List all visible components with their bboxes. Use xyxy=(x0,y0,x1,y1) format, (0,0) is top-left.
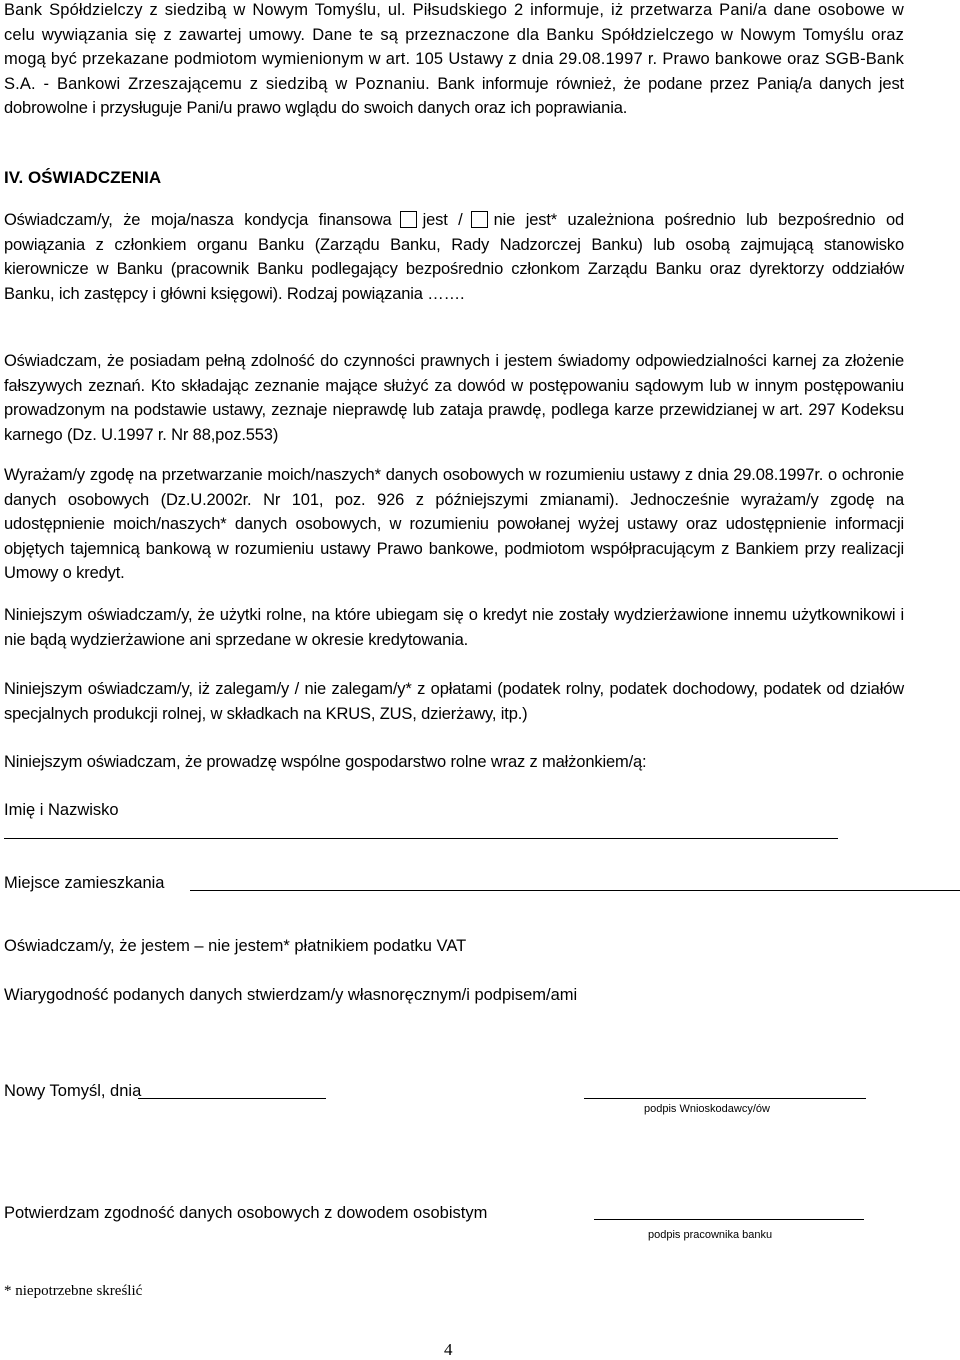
decl-financial xyxy=(4,208,904,306)
employee-signature-caption: podpis pracownika banku xyxy=(648,1229,773,1241)
credibility-statement: Wiarygodność podanych danych stwierdzam/y własnoręcznym/i podpisem/ami xyxy=(4,986,578,1004)
decl-financial-lead: Oświadczam/y, że moja/nasza kondycja finansowa xyxy=(4,211,392,229)
name-label: Imię i Nazwisko xyxy=(4,801,119,819)
applicant-signature-caption: podpis Wnioskodawcy/ów xyxy=(644,1103,770,1115)
applicant-signature-field[interactable] xyxy=(584,1098,866,1099)
intro-text-b: Bank informuje również, że podane przez Panią/a danych jest dobrowolne i przysługuje Pani/u prawo wglądu do swoich danych oraz ich poprawiania. xyxy=(4,74,904,117)
footnote: * niepotrzebne skreślić xyxy=(4,1283,143,1299)
checkbox-jest[interactable] xyxy=(400,211,417,228)
employee-signature-field[interactable] xyxy=(594,1219,864,1220)
decl-fees: Niniejszym oświadczam/y, iż zalegam/y / nie zalegam/y* z opłatami (podatek rolny, podatek dochodowy, podatek od działów specjalnych produkcji rolnej, w składkach na KRUS, ZUS, dzierżawy, itp.) xyxy=(4,680,904,723)
decl-household: Niniejszym oświadczam, że prowadzę wspólne gospodarstwo rolne wraz z małżonkiem/ą: xyxy=(4,753,647,771)
checkbox-nie-jest[interactable] xyxy=(471,211,488,228)
intro-paragraph xyxy=(4,0,904,121)
section-heading: IV. OŚWIADCZENIA xyxy=(4,168,162,187)
decl-financial-rest: nie jest* uzależniona pośrednio lub bezpośrednio od powiązania z członkiem organu Banku (Zarządu Banku, Rady Nadzorczej Banku) lub osobą zajmującą stanowisko kierownicze w Banku (pracownik Banku podlegający bezpośrednio członkom Zarządu Banku oraz dyrektorzy oddziałów Banku, ich zastępcy i główni księgowi). Rodzaj powiązania ……. xyxy=(4,211,905,303)
residence-label: Miejsce zamieszkania xyxy=(4,874,165,892)
vat-statement: Oświadczam/y, że jestem – nie jestem* płatnikiem podatku VAT xyxy=(4,937,467,955)
residence-field[interactable] xyxy=(190,890,960,891)
name-field[interactable] xyxy=(4,838,838,839)
decl-consent: Wyrażam/y zgodę na przetwarzanie moich/naszych* danych osobowych w rozumieniu ustawy z dnia 29.08.1997r. o ochronie danych osobowych (Dz.U.2002r. Nr 101, poz. 926 z późniejszymi zmianami). Jednocześnie wyrażam/y zgodę na udostępnienie moich/naszych* danych osobowych, w rozumieniu powołanej wyżej ustawy oraz udostępnienie informacji objętych tajemnicą bankową w rozumieniu ustawy Prawo bankowe, podmiotom współpracującym z Bankiem przy realizacji Umowy o kredyt. xyxy=(4,466,904,582)
page-number: 4 xyxy=(444,1340,453,1359)
decl-financial-opt-jest: jest / xyxy=(422,211,463,229)
date-field[interactable] xyxy=(138,1098,326,1099)
decl-capacity: Oświadczam, że posiadam pełną zdolność do czynności prawnych i jestem świadomy odpowiedzialności karnej za złożenie fałszywych zeznań. Kto składając zeznanie mające służyć za dowód w postępowaniu sądowym lub w innym postępowaniu prowadzonym na podstawie ustawy, zeznaje nieprawdę lub zataja prawdę, podlega karze przewidzianej w art. 297 Kodeksu karnego (Dz. U.1997 r. Nr 88,poz.553) xyxy=(4,352,904,444)
decl-land: Niniejszym oświadczam/y, że użytki rolne, na które ubiegam się o kredyt nie zostały wydzierżawione innemu użytkownikowi i nie bądą wydzierżawione ani sprzedane w okresie kredytowania. xyxy=(4,606,904,649)
place-date-label: Nowy Tomyśl, dnia xyxy=(4,1082,142,1100)
intro-text-a: Bank Spółdzielczy z siedzibą w Nowym Tomyślu, ul. Piłsudskiego 2 informuje, iż przetwarza Pani/a dane osobowe w celu wywiązania się z zawartej umowy. Dane te są przeznaczone dla Banku Spółdzielczego w Nowym Tomyślu oraz mogą być przekazane podmiotom wymienionym w art. 105 Ustawy z dnia 29.08.1997 r. Prawo bankowe oraz SGB-Bank S.A. - Bankowi Zrzeszającemu z siedzibą w Poznaniu. xyxy=(4,1,904,93)
id-confirm-label: Potwierdzam zgodność danych osobowych z dowodem osobistym xyxy=(4,1204,488,1222)
